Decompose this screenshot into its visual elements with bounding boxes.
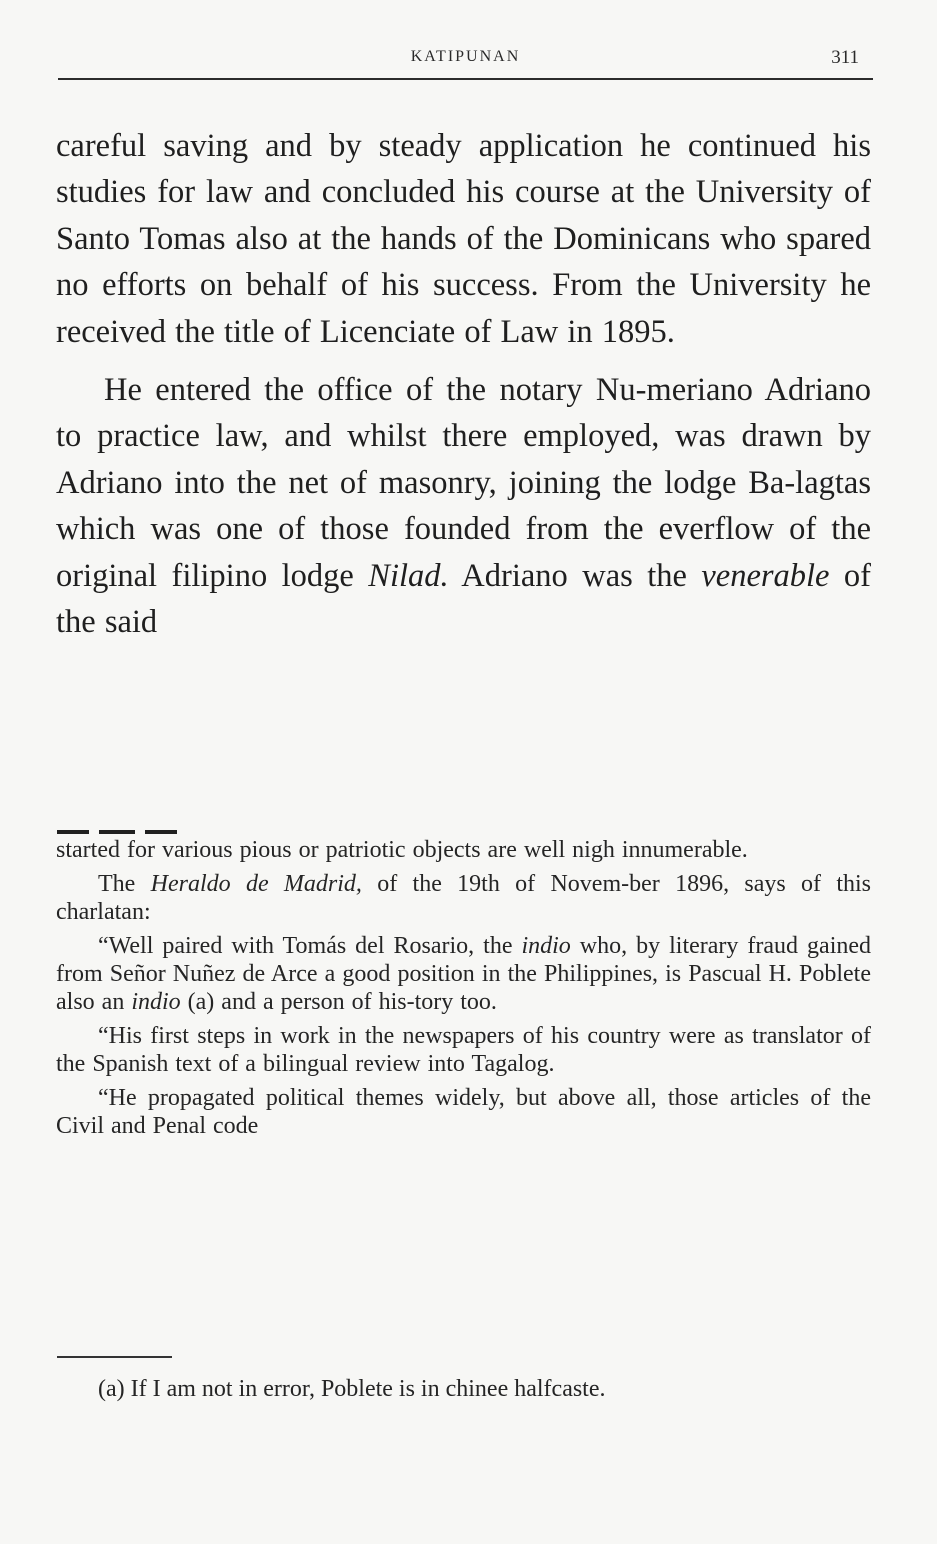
footnote-quote-1-part-2: who, by literary fraud gained from Señor Nuñez de Arce a good position in the Philippines, is Pascual H. Poblete also an	[56, 933, 872, 1015]
page-header	[58, 46, 873, 86]
paragraph-1: careful saving and by steady application he continued his studies for law and concluded his course at the University of Santo Tomas also at the hands of the Dominicans who spared no efforts on behalf of his success. From the University he received the title of Licenciate of Law in 1895.	[56, 128, 871, 350]
running-head: KATIPUNAN	[410, 48, 521, 65]
main-text	[56, 123, 871, 645]
paragraph-2-italic-nilad: Nilad.	[368, 557, 449, 594]
footnote-quote-1-part-3: (a) and a person of his-tory too.	[180, 989, 497, 1015]
paragraph-2-text-part-1: He entered the office of the notary Nu-meriano Adriano to practice law, and whilst there employed, was drawn by Adriano into the net of masonry, joining the lodge Ba-lagtas which was one of those founded from the everflow of the original filipino lodge	[56, 372, 871, 594]
note-block	[56, 1373, 871, 1405]
footnote-quote-1-italic-2: indio	[131, 989, 181, 1015]
footnote-heraldo-title: Heraldo de Madrid,	[150, 871, 362, 897]
footnote-rule	[57, 1356, 172, 1358]
footnote-quote-1	[56, 932, 871, 1016]
footnote-quote-2: “His first steps in work in the newspapers of his country were as translator of the Spanish text of a bilingual review into Tagalog.	[56, 1023, 871, 1077]
footnote-quote-3: “He propagated political themes widely, but above all, those articles of the Civil and Penal code	[56, 1085, 871, 1139]
footnote-quote-1-part-1: “Well paired with Tomás del Rosario, the	[98, 933, 522, 959]
footnote-quote-1-italic-1: indio	[521, 933, 571, 959]
footnote-block	[56, 825, 871, 1140]
page-number: 311	[831, 47, 859, 68]
footnote-heraldo	[56, 870, 871, 926]
footnote-heraldo-part-1: The	[98, 871, 151, 897]
paragraph-2-text-part-3: of the said	[56, 557, 872, 641]
note-a: (a) If I am not in error, Poblete is in chinee halfcaste.	[98, 1376, 606, 1402]
footnote-heraldo-part-2: of the 19th of Novem-ber 1896, says of this charlatan:	[56, 871, 872, 925]
paragraph-2-italic-venerable: venerable	[701, 557, 830, 594]
paragraph-2-text-part-2: Adriano was the	[448, 557, 702, 594]
paragraph-2	[56, 367, 871, 645]
header-rule	[58, 78, 873, 80]
footnote-line-1: started for various pious or patriotic objects are well nigh innumerable.	[56, 837, 748, 863]
